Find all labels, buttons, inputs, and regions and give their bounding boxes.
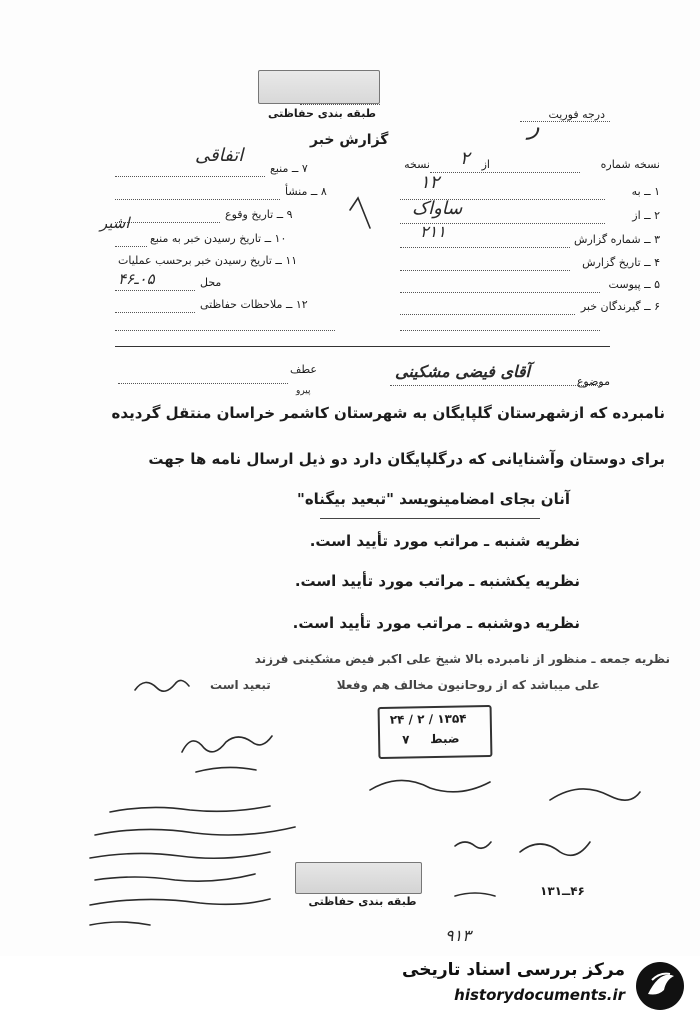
body-line-2: برای دوستان وآشنایانی که درگلپایگان دارد دو ذیل ارسال نامه ها جهت	[148, 450, 665, 468]
origin-label: ۸ ــ منشأ	[285, 185, 327, 198]
brand-logo-icon	[634, 960, 686, 1012]
report-number-label: ۳ ــ شماره گزارش	[574, 233, 660, 246]
source-handwritten: اتفاقی	[195, 145, 244, 166]
urgency-handwriting: ر	[528, 112, 540, 140]
to-handwritten: ۱۲	[420, 172, 440, 193]
document-number: ۴۶ــ۱۳۱	[540, 884, 585, 898]
opinion-sunday: نظریه یکشنبه ـ مراتب مورد تأیید است.	[294, 572, 580, 590]
stamp-line-2: ضبط	[430, 731, 460, 747]
brand-url: historydocuments.ir	[454, 986, 625, 1004]
subject-value: آقای فیضی مشکینی	[395, 362, 530, 381]
bottom-stamp	[295, 862, 422, 894]
top-classification-label: طبقه بندی حفاظتی	[267, 107, 377, 120]
opinion-friday-2: علی میباشد که از روحانیون مخالف هم وفعلا	[336, 678, 600, 692]
stamp-line-1: ۱۳۵۴ / ۲ / ۲۴	[389, 711, 467, 727]
report-number-handwritten: ۲۱۱	[420, 222, 446, 241]
opinion-friday: نظریه جمعه ـ منظور از نامبرده بالا شیخ علی اکبر فیض مشکینی فرزند	[254, 652, 670, 666]
attachment-label: ۵ ــ پیوست	[608, 278, 660, 291]
report-title: گزارش خبر	[310, 132, 389, 148]
footer	[0, 956, 700, 1016]
margin-number: ۹۱۳	[445, 926, 471, 945]
brand-name: مرکز بررسی اسناد تاریخی	[402, 960, 625, 980]
recipients-label: ۶ ــ گیرندگان خبر	[580, 300, 660, 313]
from-handwritten: ساواک	[412, 198, 463, 219]
copy-handwritten: ۲	[460, 148, 470, 169]
subject-label: موضوع	[576, 375, 610, 388]
source-label: ۷ ــ منبع	[270, 162, 308, 175]
event-date-label: ۹ ــ تاریخ وقوع	[225, 208, 293, 221]
urgency-label: درجه فوریت	[548, 108, 605, 121]
notes-label: ۱۲ ــ ملاحظات حفاظتی	[200, 298, 308, 311]
date-handwritten: ۰۵ـ۴۶	[118, 270, 155, 288]
copy-number-label: نسخه شماره	[600, 158, 660, 171]
report-date-label: ۴ ــ تاریخ گزارش	[582, 256, 660, 269]
from-label: ۲ ــ از	[632, 209, 660, 222]
received-source-handwritten: اشیر	[100, 214, 130, 232]
received-ops-label: ۱۱ ــ تاریخ رسیدن خبر برحسب عملیات	[118, 254, 298, 267]
ref-sub-label: پیرو	[296, 386, 311, 396]
place-label: محل	[200, 276, 222, 289]
copy-of-label: از	[481, 158, 490, 171]
bottom-classification-label: طبقه بندی حفاظتی	[308, 895, 417, 908]
opinion-monday: نظریه دوشنبه ـ مراتب مورد تأیید است.	[292, 614, 580, 632]
body-line-3: آنان بجای امضامینویسد "تبعید بیگناه"	[297, 490, 570, 508]
body-line-1: نامبرده که ازشهرستان گلپایگان به شهرستان کاشمر خراسان منتقل گردیده	[111, 404, 665, 422]
copy-label: نسخه	[404, 158, 430, 171]
opinion-saturday: نظریه شنبه ـ مراتب مورد تأیید است.	[309, 532, 580, 550]
to-label: ۱ ــ به	[631, 185, 660, 198]
received-source-label: ۱۰ ــ تاریخ رسیدن خبر به منبع	[150, 232, 287, 245]
stamp-line-3: ۷	[402, 732, 410, 747]
opinion-friday-end: تبعید است	[210, 678, 271, 692]
ref-label: عطف	[290, 363, 317, 376]
